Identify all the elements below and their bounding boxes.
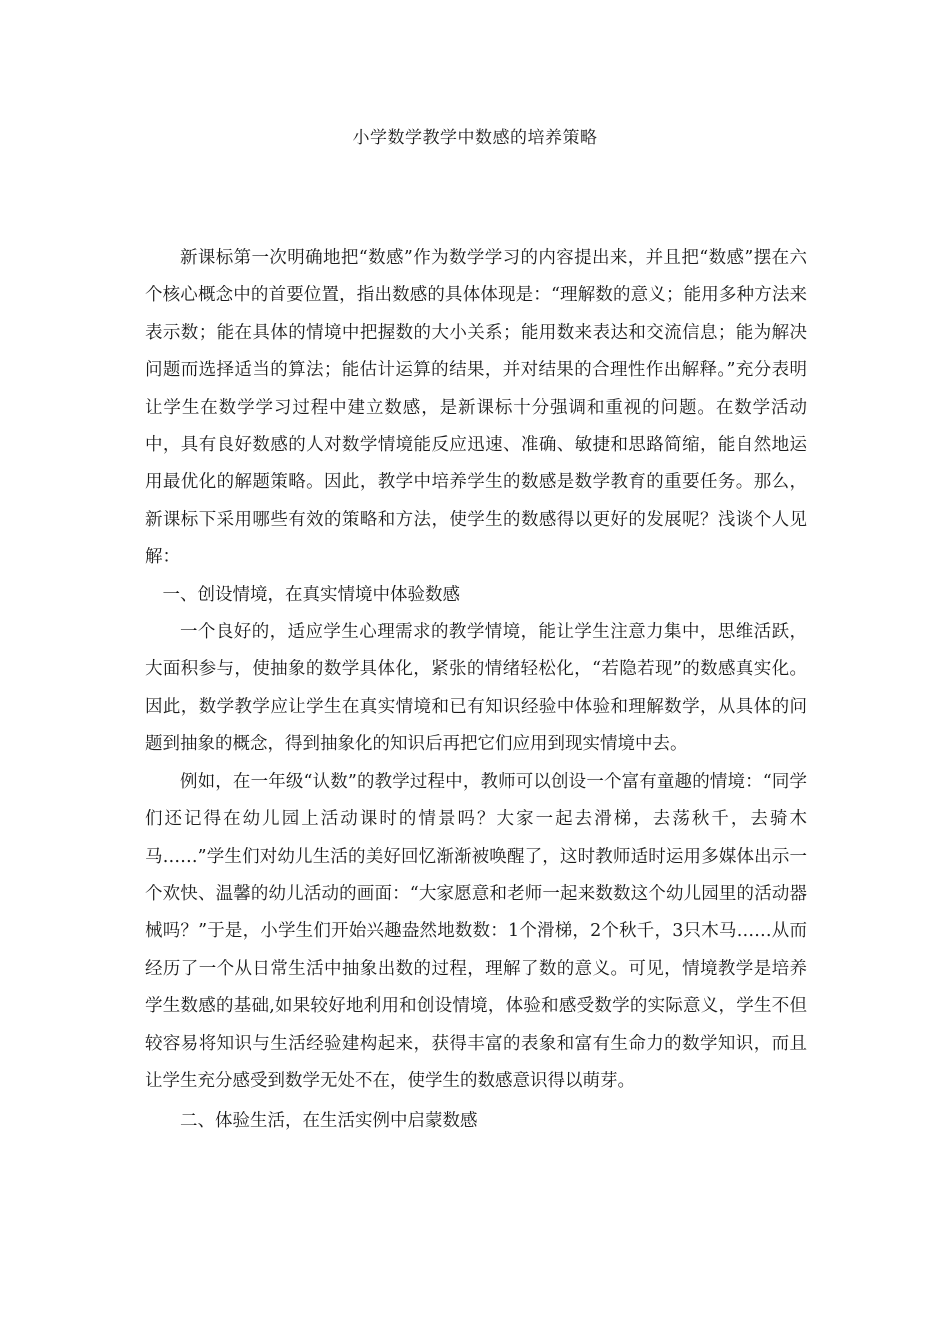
document-body — [145, 240, 807, 1141]
section-heading-2: 二、体验生活，在生活实例中启蒙数感 — [180, 1111, 478, 1132]
page-title: 小学数学教学中数感的培养策略 — [352, 128, 598, 148]
section-heading-1: 一、创设情境，在真实情境中体验数感 — [162, 584, 460, 605]
intro-paragraph: 新课标第一次明确地把“数感”作为数学学习的内容提出来，并且把“数感”摆在六个核心概念中的首要位置，指出数感的具体体现是：“理解数的意义；能用多种方法来表示数；能在具体的情境中把握数的大小关系；能用数来表达和交流信息；能为解决问题而选择适当的算法；能估计运算的结果，并对结果的合理性作出解释。”充分表明让学生在数学学习过程中建立数感，是新课标十分强调和重视的问题。在数学活动中，具有良好数感的人对数学情境能反应迅速、准确、敏捷和思路简缩，能自然地运用最优化的解题策略。因此，教学中培养学生的数感是数学教育的重要任务。那么，新课标下采用哪些有效的策略和方法，使学生的数感得以更好的发展呢？浅谈个人见解： — [145, 248, 807, 568]
section-1-paragraph-2: 例如，在一年级“认数”的教学过程中，教师可以创设一个富有童趣的情境：“同学们还记得在幼儿园上活动课时的情景吗？大家一起去滑梯，去荡秋千，去骑木马……”学生们对幼儿生活的美好回忆渐渐被唤醒了，这时教师适时运用多媒体出示一个欢快、温馨的幼儿活动的画面：“大家愿意和老师一起来数数这个幼儿园里的活动器械吗？”于是，小学生们开始兴趣盎然地数数：1个滑梯，2个秋千，3只木马……从而经历了一个从日常生活中抽象出数的过程，理解了数的意义。可见，情境教学是培养学生数感的基础,如果较好地利用和创设情境，体验和感受数学的实际意义，学生不但较容易将知识与生活经验建构起来，获得丰富的表象和富有生命力的数学知识，而且让学生充分感受到数学无处不在，使学生的数感意识得以萌芽。 — [145, 771, 807, 1091]
section-1-paragraph-1: 一个良好的，适应学生心理需求的教学情境，能让学生注意力集中，思维活跃，大面积参与，使抽象的数学具体化，紧张的情绪轻松化，“若隐若现”的数感真实化。因此，数学教学应让学生在真实情境和已有知识经验中体验和理解数学，从具体的问题到抽象的概念，得到抽象化的知识后再把它们应用到现实情境中去。 — [145, 622, 807, 755]
